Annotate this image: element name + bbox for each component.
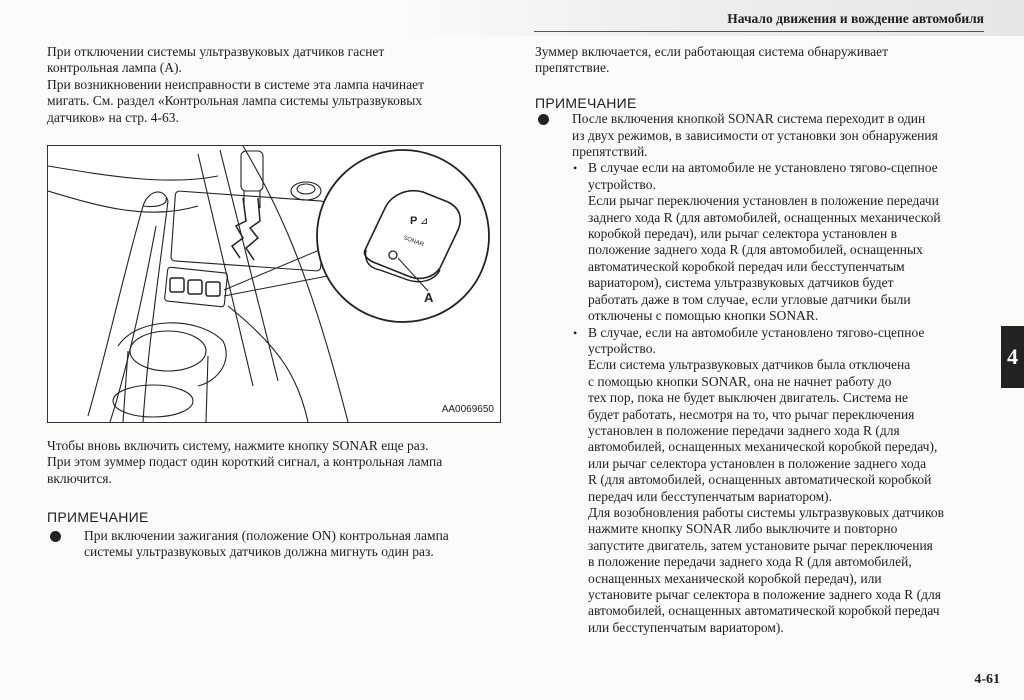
right-sub-bullet-1: • В случае если на автомобиле не установлено тягово-сцепное устройство. Если рычаг переключения установлен в положение передачи заднего хода R (для автомобилей, оснащенных механической коробкой передач), или рычаг селектора установлен в положение заднего хода R (для автомобилей, оснащенных автоматической коробкой передач или бесступенчатым вариатором), система ультразвуковых датчиков будет работать даже в том случае, если угловые датчики были отключены с помощью кнопки SONAR. bbox=[573, 160, 941, 324]
console-drawing bbox=[48, 146, 500, 422]
svg-text:⊿: ⊿ bbox=[420, 216, 429, 227]
left-note-bullet: При включении зажигания (положение ON) контрольная лампа системы ультразвуковых датчиков должна мигнуть один раз. bbox=[47, 528, 487, 561]
left-column bbox=[47, 44, 485, 126]
sub-bullet-icon: • bbox=[573, 161, 578, 176]
sonar-button-illustration bbox=[47, 145, 501, 423]
svg-text:P: P bbox=[410, 215, 418, 227]
sub-bullet-icon: • bbox=[573, 325, 578, 340]
left-note-title: ПРИМЕЧАНИЕ bbox=[47, 509, 149, 526]
header-rule bbox=[534, 31, 984, 32]
right-note-bullet: После включения кнопкой SONAR система переходит в один из двух режимов, в зависимости от установки зон обнаружения препятствий. bbox=[535, 111, 983, 160]
chapter-tab: 4 bbox=[1001, 326, 1024, 388]
right-sub-bullet-2: • В случае, если на автомобиле установлено тягово-сцепное устройство. Если система ультразвуковых датчиков была отключена с помощью кнопки SONAR, она не начнет работу до тех пор, пока не будет выключен двигатель. Система не будет работать, несмотря на то, что рычаг переключения установлен в положение передачи заднего хода R (для автомобилей, оснащенных механической коробкой передач), или рычаг селектора установлен в положение заднего хода R (для автомобилей, оснащенных автоматической коробкой передач или бесступенчатым вариатором). Для возобновления работы системы ультразвуковых датчиков нажмите кнопку SONAR либо выключите и повторно запустите двигатель, затем установите рычаг переключения в положение передачи заднего хода R (для автомобилей, оснащенных механической коробкой передач), или установите рычаг селектора в положение заднего хода R (для автомобилей, оснащенных автоматической коробкой передач или бесступенчатым вариатором). bbox=[573, 324, 944, 635]
left-paragraph-1: При отключении системы ультразвуковых датчиков гаснет контрольная лампа (A). При возникновении неисправности в системе эта лампа начинает мигать. См. раздел «Контрольная лампа системы ультразвуковых датчиков» на стр. 4-63. bbox=[47, 44, 425, 125]
figure-code: AA0069650 bbox=[441, 403, 494, 415]
right-column bbox=[535, 44, 983, 636]
bullet-dot-icon bbox=[538, 114, 549, 125]
page-header-title: Начало движения и вождение автомобиля bbox=[727, 11, 984, 26]
left-lower-block bbox=[47, 438, 487, 560]
right-paragraph-1: Зуммер включается, если работающая система обнаруживает препятствие. bbox=[535, 44, 889, 76]
right-note-title: ПРИМЕЧАНИЕ bbox=[535, 94, 637, 111]
left-paragraph-2: Чтобы вновь включить систему, нажмите кнопку SONAR еще раз. При этом зуммер подаст один короткий сигнал, а контрольная лампа включится. bbox=[47, 438, 443, 486]
page-number: 4-61 bbox=[974, 672, 1000, 687]
callout-label-a: A bbox=[424, 290, 434, 305]
sonar-button-text: SONAR bbox=[402, 235, 425, 249]
bullet-dot-icon bbox=[50, 531, 61, 542]
